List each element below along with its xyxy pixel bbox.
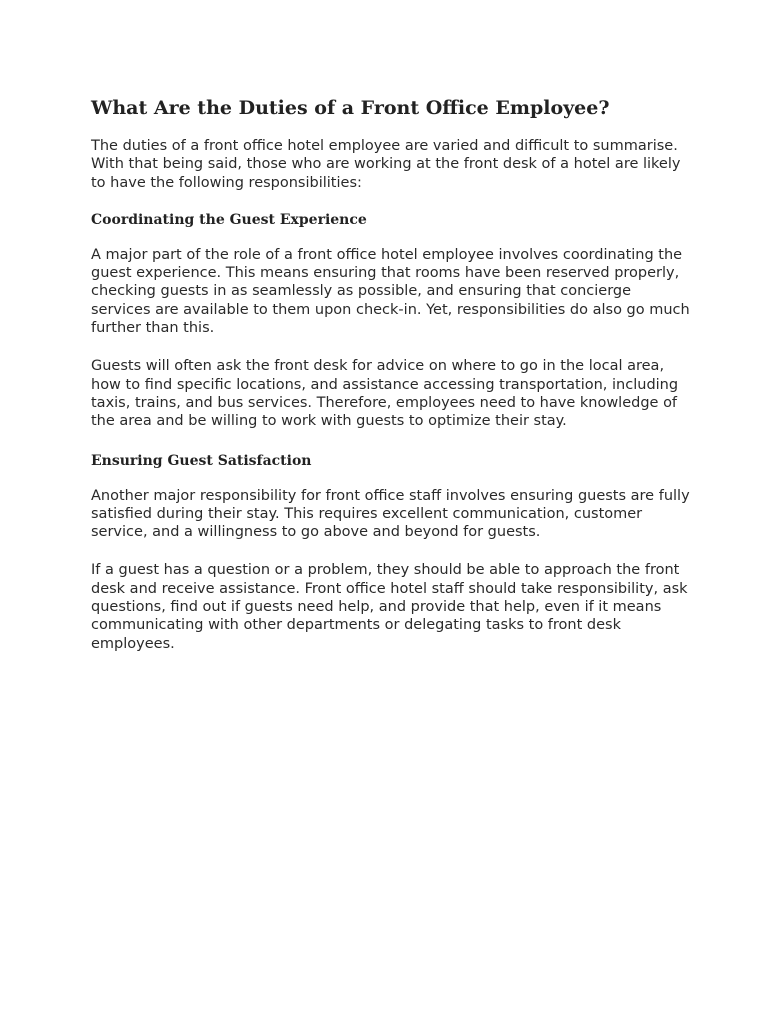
- intro-paragraph: The duties of a front office hotel employee are varied and difficult to summarise. With that being said, those who are working at the front desk of a hotel are likely to have the following responsibilities:: [91, 138, 681, 191]
- section-paragraph: Another major responsibility for front office staff involves ensuring guests are fully satisfied during their stay. This requires excellent communication, customer service, and a willingness to go above and beyond for guests.: [91, 487, 690, 541]
- section-paragraph: If a guest has a question or a problem, they should be able to approach the front desk and receive assistance. Front office hotel staff should take responsibility, ask questions, find out if guests need help, and provide that help, even if it means communicating with other departments or delegating tasks to front desk employees.: [91, 562, 688, 652]
- section-paragraph: Guests will often ask the front desk for advice on where to go in the local area, how to find specific locations, and assistance accessing transportation, including taxis, trains, and bus services. Therefore, employees need to have knowledge of the area and be willing to work with guests to optimize their stay.: [91, 358, 679, 430]
- section-heading-satisfaction: Ensuring Guest Satisfaction: [91, 452, 312, 469]
- document-body: [91, 94, 691, 673]
- section-heading-coordinating: Coordinating the Guest Experience: [91, 211, 367, 228]
- document-title: What Are the Duties of a Front Office Employee?: [91, 97, 610, 119]
- section-paragraph: A major part of the role of a front office hotel employee involves coordinating the guest experience. This means ensuring that rooms have been reserved properly, checking guests in as seamlessly as possible, and ensuring that concierge services are available to them upon check-in. Yet, responsibilities do also go much further than this.: [91, 246, 690, 337]
